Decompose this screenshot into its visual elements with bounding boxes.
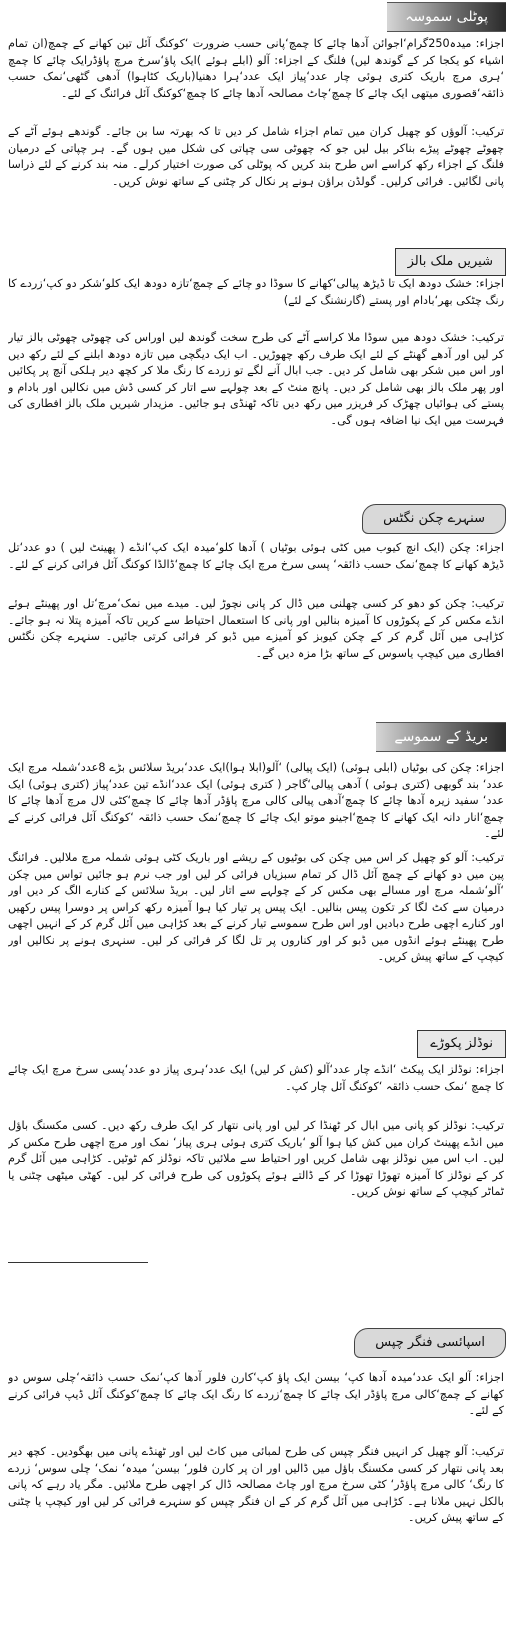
recipe-method: ترکیب: آلو کو چھیل کر اس میں چکن کی بوٹیوں کے ریشے اور باریک کٹی ہوئی شملہ مرچ ملالیں۔ فرائنگ پین میں دو کھانے کے چمچ آئل ڈال کر تمام سبزیاں فرائی کر لیں اور جب نرم ہو جائیں تواس میں چکن ‘آلو‘شملہ مرچ اور مسالے بھی مکس کر کے چولہے سے اتار لیں۔ بریڈ سلائس کے کنارے الگ کر دیں اور درمیان سے کٹ لگا کر تکون پیس بنالیں۔ ایک پیس پر تیار کیا ہوا آمیزہ رکھ کراس پر دوسرا پیس رکھیں اور کنارے اچھی طرح دبادیں اور اس طرح سموسے تیار کرنے کے بعد کڑاہی میں آئل گرم کر کے انہیں اچھی طرح پھینٹے ہوئے انڈوں میں ڈبو کر اور کناروں پر تل لگا کر فرائی کر لیں۔ سنہری ہونے پر نکالیں اور کیچپ کے ساتھ پیش کریں۔ <box>8 851 504 963</box>
recipe-method: ترکیب: آلو چھیل کر انہیں فنگر چپس کی طرح لمبائی میں کاٹ لیں اور ٹھنڈے پانی میں بھگودیں۔ کچھ دیر بعد پانی نتھار کر کسی مکسنگ باؤل میں ڈالیں اور ان پر کارن فلور‘ بیسن‘ میدہ‘ نمک‘ چلی سوس‘ زردے کا رنگ‘ کالی مرچ پاؤڈر‘ کٹی سرخ مرچ اور چاٹ مصالحہ ڈال کر اچھی طرح ملائیں۔ مگر یاد رہے کہ پانی بالکل نہیں ملانا ہے۔ کڑاہی میں آئل گرم کر کے ان فنگر چپس کو سنہرے فرائی کر لیں اور کیچپ یا چٹنی کے ساتھ پیش کریں۔ <box>8 1445 504 1524</box>
recipe-title-banner <box>362 504 506 534</box>
recipe-ingredients: اجزاء: چکن کی بوٹیاں (ابلی ہوئی) (ایک پیالی) ‘آلو(ابلا ہوا)ایک عدد‘بریڈ سلائس بڑے 8عدد‘شملہ مرچ ایک عدد‘ بند گوبھی (کتری ہوئی ) آدھی پیالی‘گاجر ( کتری ہوئی) ایک عدد‘انڈے تین عدد‘پیاز (کتری ہوئی) ایک عدد‘ سفید زیرہ آدھا چائے کا چمچ‘آدھی پیالی کالی مرچ پاؤڈر آدھا چائے کا چمچ‘کٹی لال مرچ آدھا چائے کا چمچ‘انار دانہ ایک کھانے کا چمچ‘اجینو موتو ایک چائے کا چمچ‘نمک حسب ذائقہ ‘کوکنگ آئل فرائی کرنے کے لئے۔ <box>8 761 504 840</box>
recipe-ingredients: اجزاء: آلو ایک عدد‘میدہ آدھا کپ‘ بیسن ایک پاؤ کپ‘کارن فلور آدھا کپ‘نمک حسب ذائقہ‘چلی سوس دو کھانے کے چمچ‘کالی مرچ پاؤڈر ایک چائے کا چمچ‘زردے کا رنگ ایک چائے کا چمچ‘کوکنگ آئل ڈیپ فرائی کرنے کے لئے۔ <box>8 1371 504 1417</box>
recipe-title: اسپائسی فنگر چپس <box>354 1328 506 1358</box>
recipe-title-banner <box>376 722 506 752</box>
section-divider <box>8 1262 148 1263</box>
recipe-ingredients: اجزاء: چکن (ایک انچ کیوب میں کٹی ہوئی بوٹیاں ) آدھا کلو‘میدہ ایک کپ‘انڈے ( پھینٹ لیں ) دو عدد‘تل ڈیڑھ کھانے کا چمچ‘نمک حسب ذائقہ‘ پسی سرخ مرچ ایک چائے کا چمچ‘ڈالڈا کوکنگ آئل فرائی کرنے کے لئے۔ <box>8 541 504 571</box>
recipe-ingredients: اجزاء: خشک دودھ ایک تا ڈیڑھ پیالی‘کھانے کا سوڈا دو چائے کے چمچ‘تازہ دودھ ایک کلو‘شکر دو کپ‘زردے کا رنگ چٹکی بھر‘بادام اور پستے (گارنشنگ کے لئے) <box>8 277 504 307</box>
recipe-ingredients: اجزاء: نوڈلز ایک پیکٹ ‘انڈے چار عدد‘آلو (کش کر لیں) ایک عدد‘ہری پیاز دو عدد‘پسی سرخ مرچ ایک چائے کا چمچ ‘نمک حسب ذائقہ ‘کوکنگ آئل چار کپ۔ <box>8 1063 504 1093</box>
recipe-title-banner <box>395 248 506 276</box>
recipe-method: ترکیب: چکن کو دھو کر کسی چھلنی میں ڈال کر پانی نچوڑ لیں۔ میدے میں نمک‘مرچ‘تل اور پھینٹے ہوئے انڈے مکس کر کے پکوڑوں کا آمیزہ بنالیں اور پانی کا استعمال احتیاط سے کریں تاکہ آمیزہ پتلا نہ ہو جائے۔ کڑاہی میں آئل گرم کر کے چکن کیوبز کو آمیزے میں ڈبو کر فرائی کرتی جائیں۔ سنہرے چکن نگٹس افطاری میں کیچپ یاسوس کے ساتھ بڑا مزہ دیں گے۔ <box>8 597 504 660</box>
recipe-title: بریڈ کے سموسے <box>376 722 506 752</box>
recipe-method: ترکیب: آلوؤں کو چھیل کران میں تمام اجزاء شامل کر دیں تا کہ بھرتہ سا بن جائے۔ گوندھے ہوئے آٹے کے چھوٹے چھوٹے پیڑے بناکر بیل لیں جو کہ چھوٹی سی چپاتی کی شکل میں ہوں گے۔ ہر چپاتی کے درمیان فلنگ کے اجزاء رکھ کراسے اس طرح بند کریں کہ پوٹلی کی صورت اختیار کرلے۔ منہ بند کرنے کے لئے ذراسا پانی لگائیں۔ فرائی کرلیں۔ گولڈن براؤن ہونے پر نکال کر چٹنی کے ساتھ نوش کریں۔ <box>8 125 504 188</box>
recipe-ingredients: اجزاء: میدہ250گرام‘اجوائن آدھا چائے کا چمچ‘پانی حسب ضرورت ‘کوکنگ آئل تین کھانے کے چمچ(ان تمام اشیاء کو یکجا کر کے گوندھ لیں) فلنگ کے اجزاء: آلو (ابلے ہوئے )ایک پاؤ‘سرخ مرچ پاؤڈرایک چائے کا چمچ ‘ہری مرچ باریک کتری ہوئی چار عدد‘پیاز ایک عدد‘ہرا دھنیا(باریک کٹاہوا) آدھی گٹھی‘نمک حسب ذائقہ‘قصوری میتھی ایک چائے کا چمچ‘چاٹ مصالحہ آدھا چائے کا چمچ‘کوکنگ آئل فرائنگ کے لئے۔ <box>8 37 504 100</box>
recipe-title: سنہرے چکن نگٹس <box>362 504 506 534</box>
recipe-title-banner <box>417 1030 506 1058</box>
recipe-title-banner <box>387 2 506 32</box>
recipe-title: شیریں ملک بالز <box>395 248 506 276</box>
recipe-title: نوڈلز پکوڑے <box>417 1030 506 1058</box>
recipe-method: ترکیب: نوڈلز کو پانی میں ابال کر ٹھنڈا کر لیں اور پانی نتھار کر ایک طرف رکھ دیں۔ کسی مکسنگ باؤل میں انڈے پھینٹ کران میں کش کیا ہوا آلو ‘باریک کتری ہوئی ہری پیاز‘ نمک اور مرچ اچھی طرح مکس کر لیں۔ اب اس میں نوڈلز بھی شامل کریں اور احتیاط سے ملائیں تاکہ نوڈلز کم ٹوٹیں۔ کڑاہی میں آئل گرم کر کے نوڈلز کا آمیزہ تھوڑا تھوڑا کر کے ڈالتے ہوئے پکوڑوں کی طرح فرائی کر لیں۔ کھٹی میٹھی چٹنی یا ٹماٹر کیچپ کے ساتھ نوش کریں۔ <box>8 1119 504 1198</box>
recipe-method: ترکیب: خشک دودھ میں سوڈا ملا کراسے آٹے کی طرح سخت گوندھ لیں اوراس کی چھوٹی چھوٹی بالز تیار کر لیں اور آدھے گھنٹے کے لئے ایک طرف رکھ چھوڑیں۔ اب ایک دیگچی میں تازہ دودھ ابلنے کے لئے رکھ دیں اور اس میں شکر بھی شامل کر دیں۔ جب ابال آنے لگے تو زردے کا رنگ ملا کر کچھ دیر ہلکی آنچ پر پکائیں اور پھر ملک بالز بھی شامل کر دیں۔ پانچ منٹ کے بعد چولہے سے اتار کر کسی ڈش میں نکالیں اور بادام و پستے کی ہوائیاں چھڑک کر فریزر میں رکھ دیں تاکہ ٹھنڈی ہو جائیں۔ مزیدار شیریں ملک بالز افطاری کی فہرست میں ایک نیا اضافہ ہوں گی۔ <box>8 331 504 427</box>
recipe-title-banner <box>354 1328 506 1358</box>
recipe-title: پوٹلی سموسہ <box>387 2 506 32</box>
